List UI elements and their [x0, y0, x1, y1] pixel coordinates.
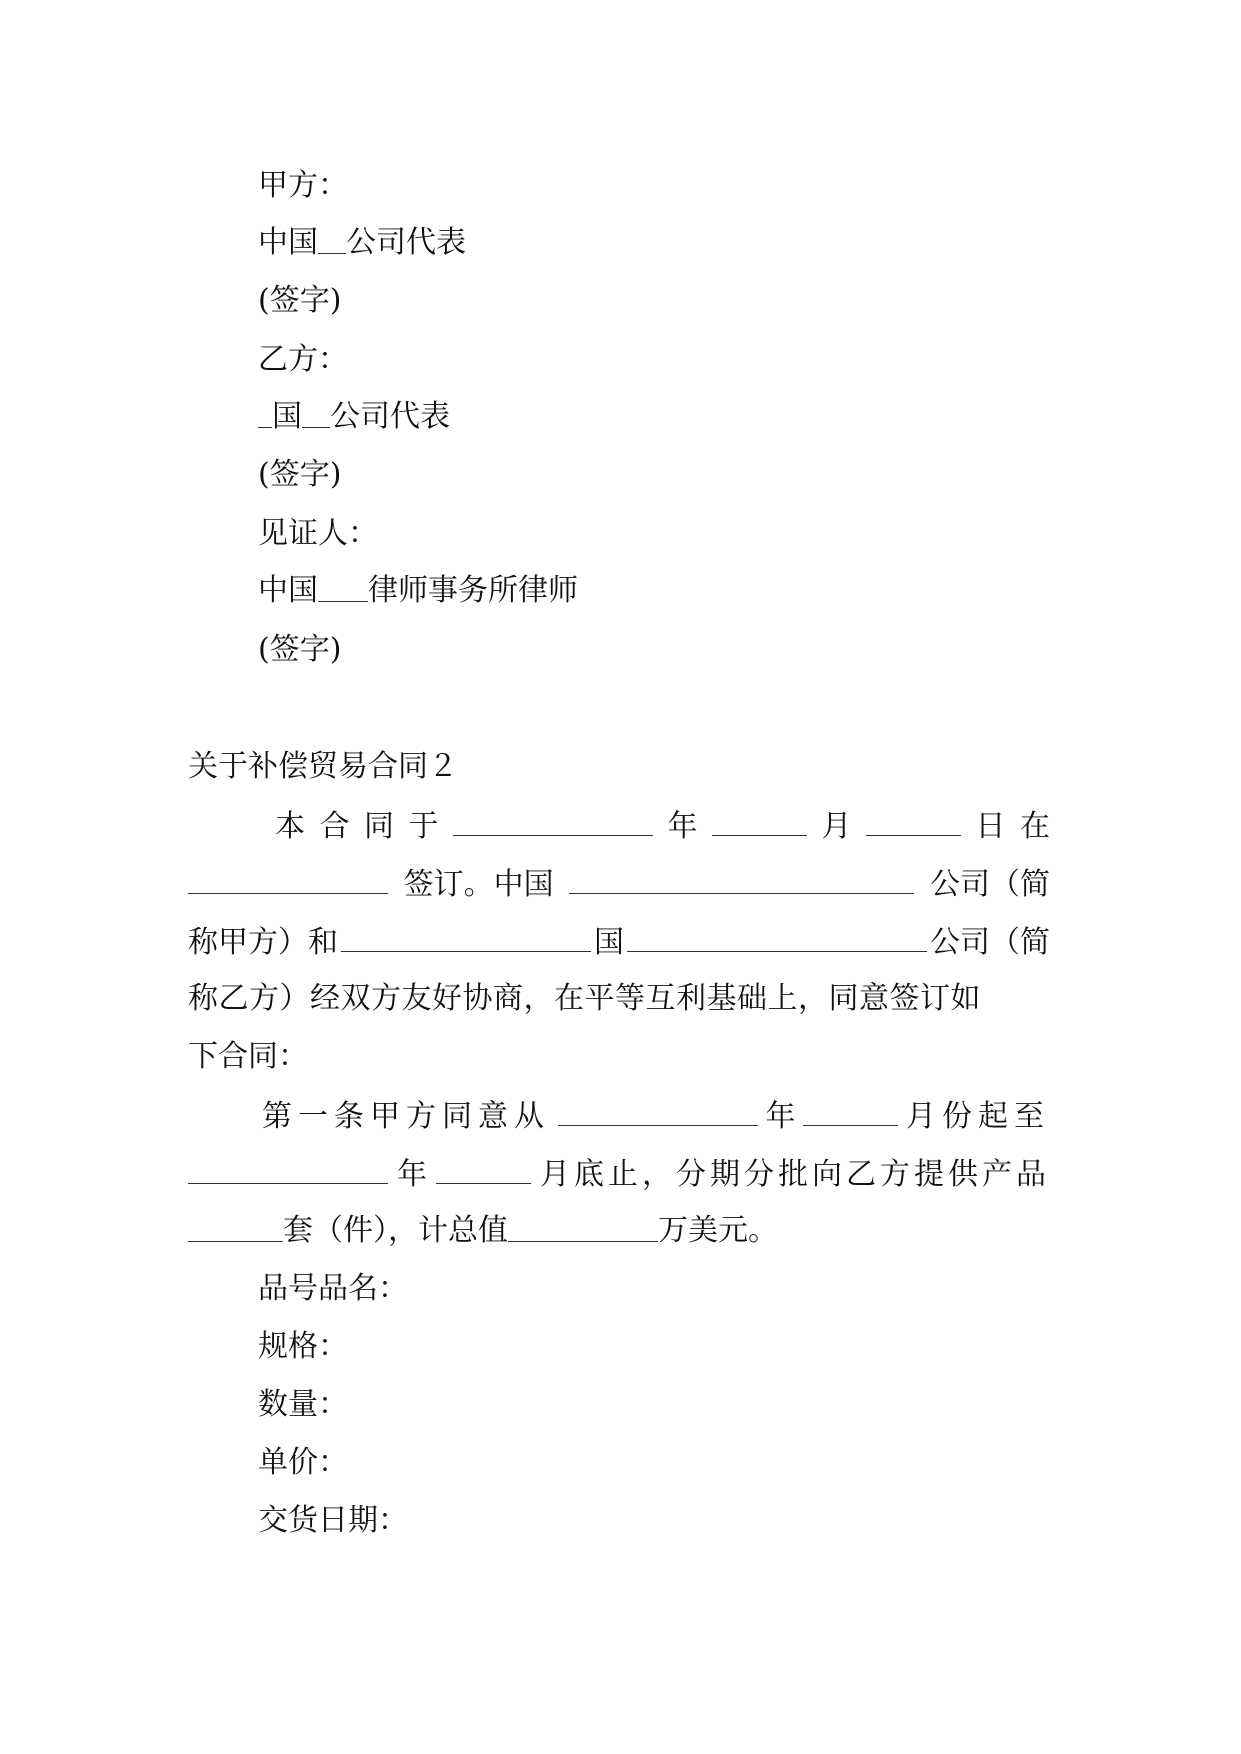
blank-field — [258, 397, 272, 428]
blank-field — [318, 223, 346, 254]
blank-field — [803, 1095, 898, 1126]
blank-field — [508, 1211, 658, 1242]
blank-field — [627, 921, 927, 952]
contract-intro-line-4: 称乙方）经双方友好协商，在平等互利基础上，同意签订如 — [188, 981, 981, 1016]
field-unit-price: 单价： — [258, 1445, 348, 1480]
party-b-company: 国 公司代表 — [258, 397, 450, 437]
blank-field — [558, 1095, 758, 1126]
contract-intro-line-3: 称甲方）和 国 公司（简 — [188, 921, 1050, 963]
blank-field — [569, 863, 914, 894]
witness-signature: (签字) — [258, 632, 342, 667]
contract-title: 关于补偿贸易合同２ — [188, 749, 458, 784]
field-product-name: 品号品名： — [258, 1271, 408, 1306]
contract-intro-line-2: 签订。中国 公司（简 — [188, 863, 1050, 905]
party-a-company: 中国 公司代表 — [258, 225, 466, 260]
blank-field — [188, 863, 388, 894]
blank-field — [318, 571, 368, 602]
blank-field — [341, 921, 591, 952]
field-quantity: 数量： — [258, 1387, 348, 1422]
blank-field — [866, 805, 961, 836]
party-b-label: 乙方： — [258, 342, 348, 377]
blank-field — [188, 1211, 283, 1242]
blank-field — [436, 1153, 531, 1184]
witness-label: 见证人： — [258, 516, 378, 551]
blank-field — [188, 1153, 388, 1184]
party-a-label: 甲方： — [258, 168, 348, 203]
article-1-line-2: 年 月底止，分期分批向乙方提供产品 — [188, 1153, 1050, 1195]
party-b-signature: (签字) — [258, 457, 342, 492]
party-a-signature: (签字) — [258, 283, 342, 318]
blank-field — [302, 397, 330, 428]
article-1-line-1: 第一条甲方同意从 年 月份起至 — [262, 1095, 1050, 1137]
article-1-line-3: 套（件），计总值 万美元。 — [188, 1211, 778, 1251]
blank-field — [453, 805, 653, 836]
contract-intro-line-5: 下合同： — [188, 1039, 308, 1074]
field-specification: 规格： — [258, 1329, 348, 1364]
field-delivery-date: 交货日期： — [258, 1503, 408, 1538]
witness-firm: 中国 律师事务所律师 — [258, 573, 578, 608]
blank-field — [712, 805, 807, 836]
contract-intro-line-1: 本 合 同 于 年 月 日 在 — [275, 805, 1050, 847]
